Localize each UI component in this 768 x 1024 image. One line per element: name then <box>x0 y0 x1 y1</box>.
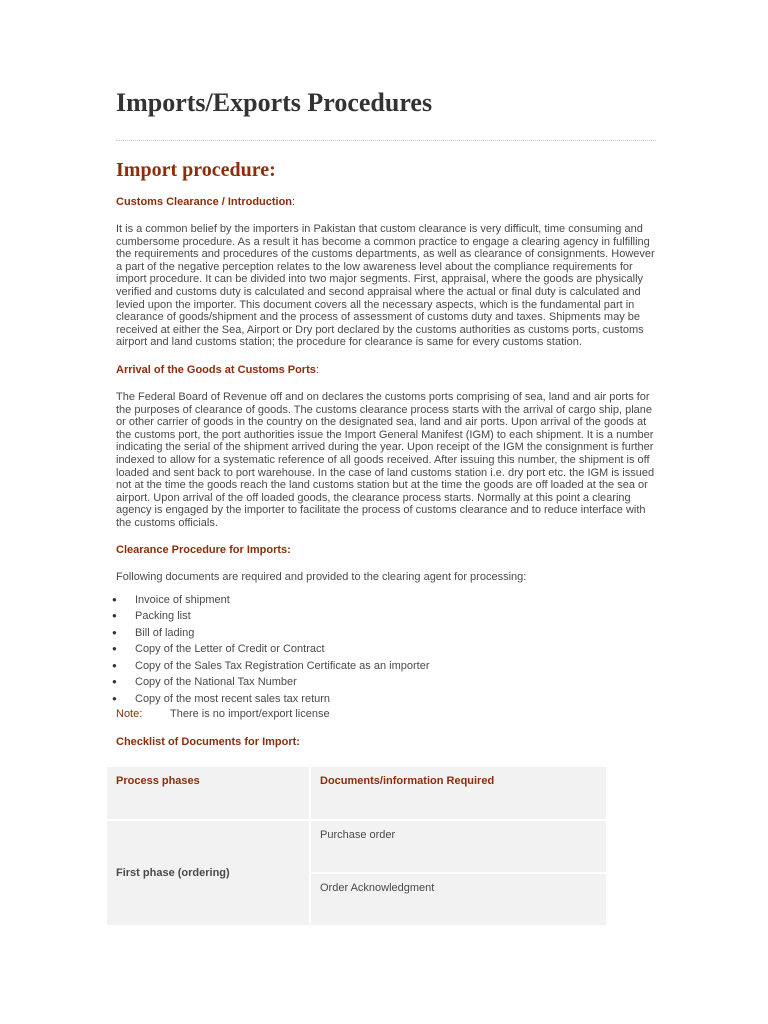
customs-clearance-paragraph: It is a common belief by the importers in Pakistan that custom clearance is very difficult, time consuming and cumbersome procedure. As a result it has become a common practice to engage a clearing agency in fulfilling the requirements and procedures of the customs departments, as well as clearance of consignments. However a part of the negative perception relates to the low awareness level about the compliance requirements for import procedure. It can be divided into two major segments. First, appraisal, where the goods are physically verified and customs duty is calculated and second appraisal where the actual or final duty is calculated and levied upon the importer. This document covers all the necessary aspects, which is the fundamental part in clearance of goods/shipment and the process of assessment of customs duty and taxes. Shipments may be received at either the Sea, Airport or Dry port declared by the customs authorities as customs ports, customs airport and land customs station; the procedure for clearance is same for every customs station. <box>116 223 655 349</box>
list-item-text: Copy of the Letter of Credit or Contract <box>135 643 325 656</box>
phase-cell: First phase (ordering) <box>107 819 311 925</box>
document-content <box>112 86 656 763</box>
list-item-text: Copy of the National Tax Number <box>135 676 297 689</box>
bullet-icon: ● <box>112 595 117 605</box>
customs-heading-colon: : <box>292 196 296 208</box>
list-item-text: Invoice of shipment <box>135 594 230 607</box>
note-text: There is no import/export license <box>170 707 330 720</box>
checklist-table <box>107 767 606 925</box>
list-item <box>112 658 656 674</box>
note <box>116 707 656 721</box>
list-item <box>112 674 656 690</box>
table-row <box>107 819 606 872</box>
bullet-icon: ● <box>112 693 117 703</box>
list-item-text: Packing list <box>135 610 191 623</box>
customs-clearance-heading-text: Customs Clearance / Introduction <box>116 196 293 208</box>
clearance-intro: Following documents are required and provided to the clearing agent for processing: <box>116 571 527 584</box>
document-cell: Purchase order <box>311 819 606 872</box>
table-header-row <box>107 767 606 819</box>
arrival-heading-text: Arrival of the Goods at Customs Ports <box>116 363 316 376</box>
bullet-icon: ● <box>112 611 117 621</box>
customs-clearance-heading <box>116 195 656 209</box>
bullet-icon: ● <box>112 660 117 670</box>
clearance-procedure-heading: Clearance Procedure for Imports: <box>116 544 291 557</box>
list-item <box>112 592 656 608</box>
bullet-icon: ● <box>112 677 117 687</box>
arrival-heading <box>116 363 656 377</box>
list-item-text: Bill of lading <box>135 626 195 639</box>
bullet-icon: ● <box>112 644 117 654</box>
column-header-process-phases: Process phases <box>107 767 311 819</box>
list-item <box>112 641 656 657</box>
list-item <box>112 625 656 641</box>
document-cell: Order Acknowledgment <box>311 872 606 925</box>
page-title: Imports/Exports Procedures <box>116 88 433 117</box>
required-documents-list <box>112 592 656 707</box>
bullet-icon: ● <box>112 627 117 637</box>
checklist-heading: Checklist of Documents for Import: <box>116 735 300 748</box>
list-item-text: Copy of the Sales Tax Registration Certificate as an importer <box>135 659 430 672</box>
arrival-paragraph: The Federal Board of Revenue off and on declares the customs ports comprising of sea, land and air ports for the purposes of clearance of goods. The customs clearance process starts with the arrival of cargo ship, plane or other carrier of goods in the country on the designated sea, land and air ports. Upon arrival of the goods at the customs port, the port authorities issue the Import General Manifest (IGM) to each shipment. It is a number indicating the serial of the shipment arrived during the year. Upon receipt of the IGM the consignment is further indexed to allow for a systematic reference of all goods received. After issuing this number, the shipment is off loaded and sent back to port warehouse. In the case of land customs station i.e. dry port etc. the IGM is issued not at the time the goods reach the land customs station but at the time the goods are off loaded at the sea or airport. Upon arrival of the off loaded goods, the clearance process starts. Normally at this point a clearing agency is engaged by the importer to facilitate the process of customs clearance and to reduce interface with the customs officials. <box>116 390 655 529</box>
list-item-text: Copy of the most recent sales tax return <box>135 692 331 705</box>
list-item <box>112 691 656 707</box>
section-title: Import procedure: <box>116 159 276 181</box>
list-item <box>112 608 656 624</box>
arrival-heading-colon: : <box>315 363 319 376</box>
note-label: Note: <box>116 707 143 720</box>
column-header-documents-required: Documents/information Required <box>320 775 495 787</box>
title-divider <box>116 140 656 141</box>
